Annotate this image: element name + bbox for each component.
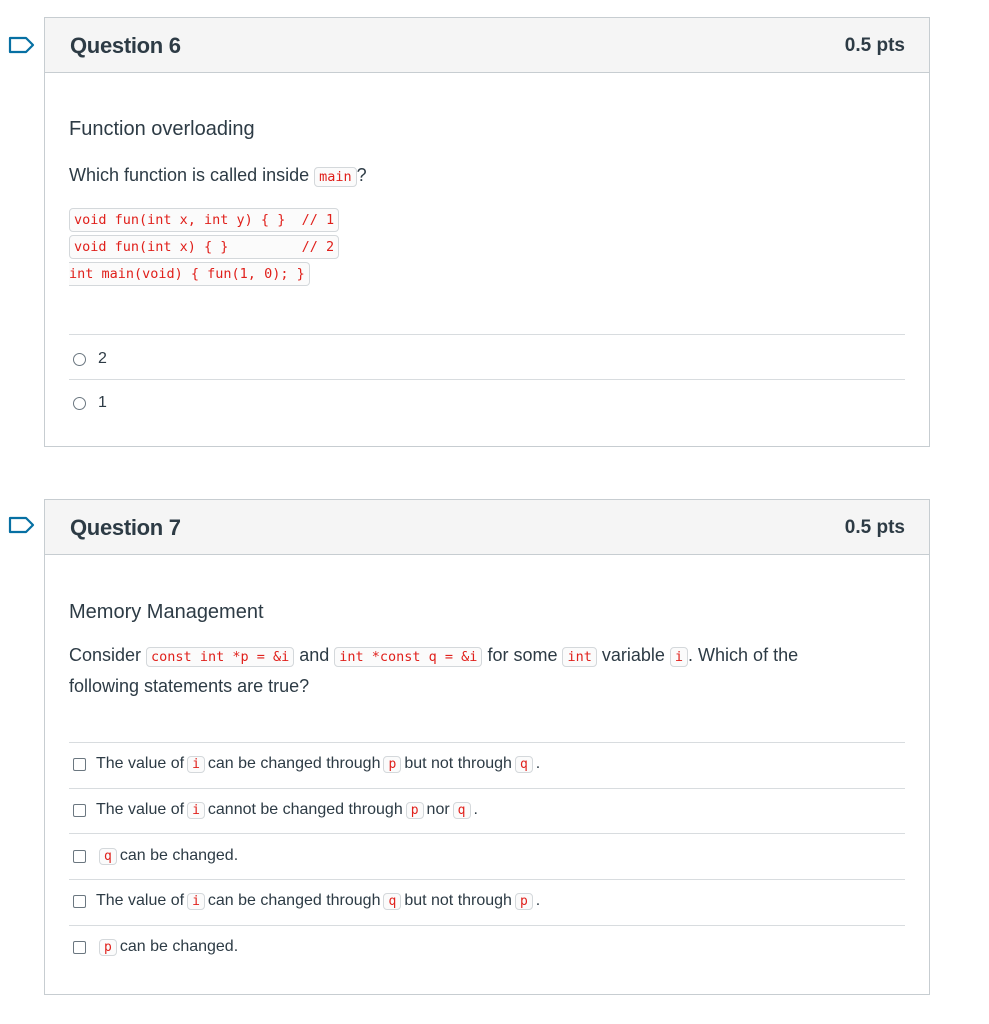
flag-question-icon[interactable] xyxy=(8,516,36,534)
checkbox[interactable] xyxy=(73,850,86,863)
question-topic: Function overloading xyxy=(69,118,255,140)
answer-option[interactable] xyxy=(73,347,107,371)
inline-code: int xyxy=(562,647,596,667)
inline-code: p xyxy=(99,939,117,956)
inline-code: p xyxy=(515,893,533,910)
inline-code: i xyxy=(187,756,205,773)
answer-label: 1 xyxy=(98,394,107,411)
checkbox[interactable] xyxy=(73,941,86,954)
inline-code: i xyxy=(670,647,688,667)
code-line: void fun(int x, int y) { } // 1 xyxy=(69,208,339,232)
question-points: 0.5 pts xyxy=(844,517,905,538)
code-line: int main(void) { fun(1, 0); } xyxy=(69,262,310,286)
flag-question-icon[interactable] xyxy=(8,36,36,54)
inline-code: i xyxy=(187,802,205,819)
code-line: void fun(int x) { } // 2 xyxy=(69,235,339,259)
answer-option[interactable]: The value of i cannot be changed through p nor q . xyxy=(73,798,478,822)
question-prompt: Which function is called inside main ? xyxy=(69,165,367,185)
inline-code: q xyxy=(515,756,533,773)
answer-divider xyxy=(69,788,905,789)
question-6 xyxy=(44,17,930,447)
inline-code: int *const q = &i xyxy=(334,647,482,667)
answer-option[interactable]: p can be changed. xyxy=(73,935,238,959)
answer-label: 2 xyxy=(98,350,107,367)
question-topic: Memory Management xyxy=(69,601,264,623)
question-header xyxy=(45,500,929,555)
inline-code: main xyxy=(314,167,357,187)
checkbox[interactable] xyxy=(73,895,86,908)
inline-code: q xyxy=(453,802,471,819)
answer-divider xyxy=(69,742,905,743)
checkbox[interactable] xyxy=(73,758,86,771)
answer-divider xyxy=(69,334,905,335)
code-block xyxy=(69,208,339,289)
question-7 xyxy=(44,499,930,995)
inline-code: q xyxy=(99,848,117,865)
answer-option[interactable] xyxy=(73,391,107,415)
answer-option[interactable]: The value of i can be changed through p but not through q . xyxy=(73,752,540,776)
question-prompt: Consider const int *p = &i and int *const q = &i for some int variable i . Which of the following statements are true? xyxy=(69,645,799,696)
question-title: Question 7 xyxy=(70,515,181,540)
radio-button[interactable] xyxy=(73,397,86,410)
answer-divider xyxy=(69,379,905,380)
question-header xyxy=(45,18,929,73)
inline-code: q xyxy=(383,893,401,910)
inline-code: const int *p = &i xyxy=(146,647,294,667)
question-title: Question 6 xyxy=(70,33,181,58)
answer-divider xyxy=(69,879,905,880)
question-points: 0.5 pts xyxy=(844,35,905,56)
inline-code: p xyxy=(383,756,401,773)
answer-option[interactable]: q can be changed. xyxy=(73,844,238,868)
checkbox[interactable] xyxy=(73,804,86,817)
inline-code: p xyxy=(406,802,424,819)
answer-divider xyxy=(69,925,905,926)
answer-divider xyxy=(69,833,905,834)
inline-code: i xyxy=(187,893,205,910)
answer-option[interactable]: The value of i can be changed through q but not through p . xyxy=(73,889,540,913)
radio-button[interactable] xyxy=(73,353,86,366)
